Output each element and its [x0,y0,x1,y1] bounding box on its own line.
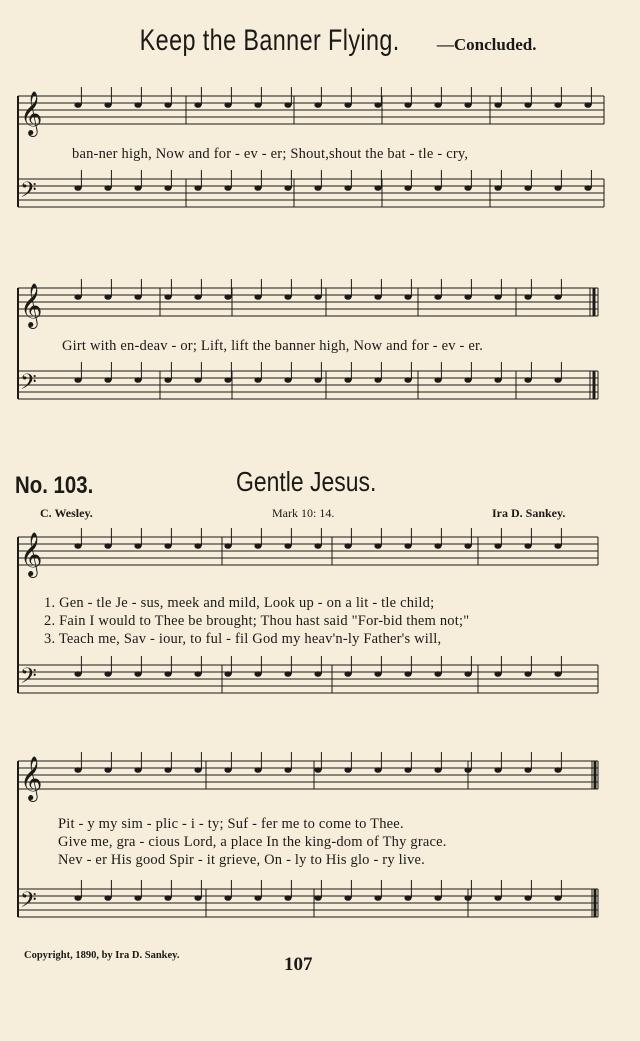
note-head [374,294,381,300]
note-head [284,102,291,108]
note-head [104,671,111,677]
note-head [224,102,231,108]
note-head [524,185,531,191]
note-head [554,543,561,549]
note-head [254,543,261,549]
note-head [374,671,381,677]
page-number: 107 [284,954,313,975]
note-head [314,102,321,108]
note-head [404,671,411,677]
note-head [404,895,411,901]
note-head [74,102,81,108]
note-head [224,895,231,901]
note-head [404,294,411,300]
note-head [554,767,561,773]
heading-title: Keep the Banner Flying. [140,24,401,57]
note-head [464,543,471,549]
note-head [524,294,531,300]
note-head [584,102,591,108]
note-head [344,543,351,549]
note-head [164,895,171,901]
note-head [524,767,531,773]
note-head [254,294,261,300]
note-head [164,185,171,191]
note-head [374,767,381,773]
note-head [104,377,111,383]
note-head [134,102,141,108]
note-head [254,185,261,191]
note-head [74,671,81,677]
note-head [404,102,411,108]
note-head [134,543,141,549]
note-head [434,543,441,549]
note-head [554,294,561,300]
note-head [314,294,321,300]
note-head [494,671,501,677]
composer-credit: Ira D. Sankey. [492,506,566,520]
hymn-number: No. 103. [15,472,94,499]
note-head [344,185,351,191]
note-head [224,294,231,300]
note-head [314,767,321,773]
treble-clef: 𝄞 [20,283,43,327]
note-head [254,767,261,773]
note-head [224,377,231,383]
note-head [74,543,81,549]
verse-2-line-1: 2. Fain I would to Thee be brought; Thou hast said "For-bid them not;" [44,613,470,629]
note-head [404,543,411,549]
note-head [464,671,471,677]
note-head [494,377,501,383]
note-head [494,102,501,108]
treble-clef: 𝄞 [20,532,43,576]
note-head [314,895,321,901]
note-head [194,294,201,300]
note-head [164,767,171,773]
note-head [134,185,141,191]
note-head [284,767,291,773]
note-head [164,294,171,300]
verse-3-line-2: Nev - er His good Spir - it grieve, On - ly to His glo - ry live. [58,852,425,868]
bass-clef: 𝄢 [20,664,37,694]
note-head [494,294,501,300]
note-head [344,102,351,108]
note-head [314,377,321,383]
note-head [224,671,231,677]
note-head [524,671,531,677]
note-head [374,377,381,383]
note-head [404,377,411,383]
heading-suffix: —Concluded. [436,35,537,54]
note-head [374,102,381,108]
note-head [524,543,531,549]
note-head [104,102,111,108]
note-head [584,185,591,191]
note-head [224,185,231,191]
note-head [284,185,291,191]
note-head [344,895,351,901]
note-head [434,671,441,677]
note-head [524,102,531,108]
note-head [254,102,261,108]
note-head [344,671,351,677]
note-head [194,102,201,108]
note-head [554,185,561,191]
note-head [164,671,171,677]
note-head [554,895,561,901]
note-head [194,671,201,677]
note-head [74,767,81,773]
note-head [194,543,201,549]
note-head [464,185,471,191]
note-head [74,294,81,300]
note-head [74,185,81,191]
note-head [464,895,471,901]
note-head [254,671,261,677]
note-head [104,895,111,901]
treble-clef: 𝄞 [20,91,43,135]
treble-clef: 𝄞 [20,756,43,800]
note-head [134,671,141,677]
note-head [554,377,561,383]
copyright-notice: Copyright, 1890, by Ira D. Sankey. [24,950,180,961]
note-head [104,767,111,773]
note-head [434,185,441,191]
note-head [314,543,321,549]
bass-clef: 𝄢 [20,888,37,918]
note-head [314,185,321,191]
note-head [554,102,561,108]
note-head [464,377,471,383]
note-head [194,377,201,383]
note-head [494,895,501,901]
note-head [164,102,171,108]
scripture-reference: Mark 10: 14. [272,506,335,520]
verse-1-line-1: 1. Gen - tle Je - sus, meek and mild, Look up - on a lit - tle child; [44,595,435,611]
verse-1-line-2: Pit - y my sim - plic - i - ty; Suf - fer me to come to Thee. [58,816,404,832]
note-head [464,767,471,773]
note-head [134,377,141,383]
note-head [554,671,561,677]
note-head [164,543,171,549]
note-head [224,543,231,549]
note-head [194,895,201,901]
note-head [434,377,441,383]
note-head [224,767,231,773]
lyric-line: Girt with en-deav - or; Lift, lift the banner high, Now and for - ev - er. [62,338,484,354]
note-head [74,377,81,383]
note-head [434,294,441,300]
note-head [494,767,501,773]
note-head [104,185,111,191]
note-head [374,895,381,901]
note-head [284,294,291,300]
lyric-line: ban-ner high, Now and for - ev - er; Shout,shout the bat - tle - cry, [72,146,469,162]
note-head [434,895,441,901]
note-head [254,377,261,383]
author-credit: C. Wesley. [40,506,93,520]
bass-clef: 𝄢 [20,370,37,400]
note-head [194,185,201,191]
note-head [284,543,291,549]
note-head [284,895,291,901]
bass-clef: 𝄢 [20,178,37,208]
note-head [494,543,501,549]
verse-3-line-1: 3. Teach me, Sav - iour, to ful - fil God my heav'n-ly Father's will, [44,631,442,647]
note-head [134,767,141,773]
note-head [374,185,381,191]
note-head [434,767,441,773]
note-head [74,895,81,901]
note-head [464,102,471,108]
note-head [344,377,351,383]
note-head [344,294,351,300]
note-head [254,895,261,901]
note-head [494,185,501,191]
note-head [434,102,441,108]
note-head [194,767,201,773]
note-head [374,543,381,549]
note-head [284,377,291,383]
note-head [134,895,141,901]
note-head [284,671,291,677]
hymn-title: Gentle Jesus. [236,466,377,497]
note-head [104,294,111,300]
note-head [464,294,471,300]
note-head [134,294,141,300]
note-head [524,895,531,901]
note-head [104,543,111,549]
verse-2-line-2: Give me, gra - cious Lord, a place In the king-dom of Thy grace. [58,834,447,850]
note-head [164,377,171,383]
note-head [404,767,411,773]
note-head [344,767,351,773]
note-head [404,185,411,191]
note-head [314,671,321,677]
note-head [524,377,531,383]
